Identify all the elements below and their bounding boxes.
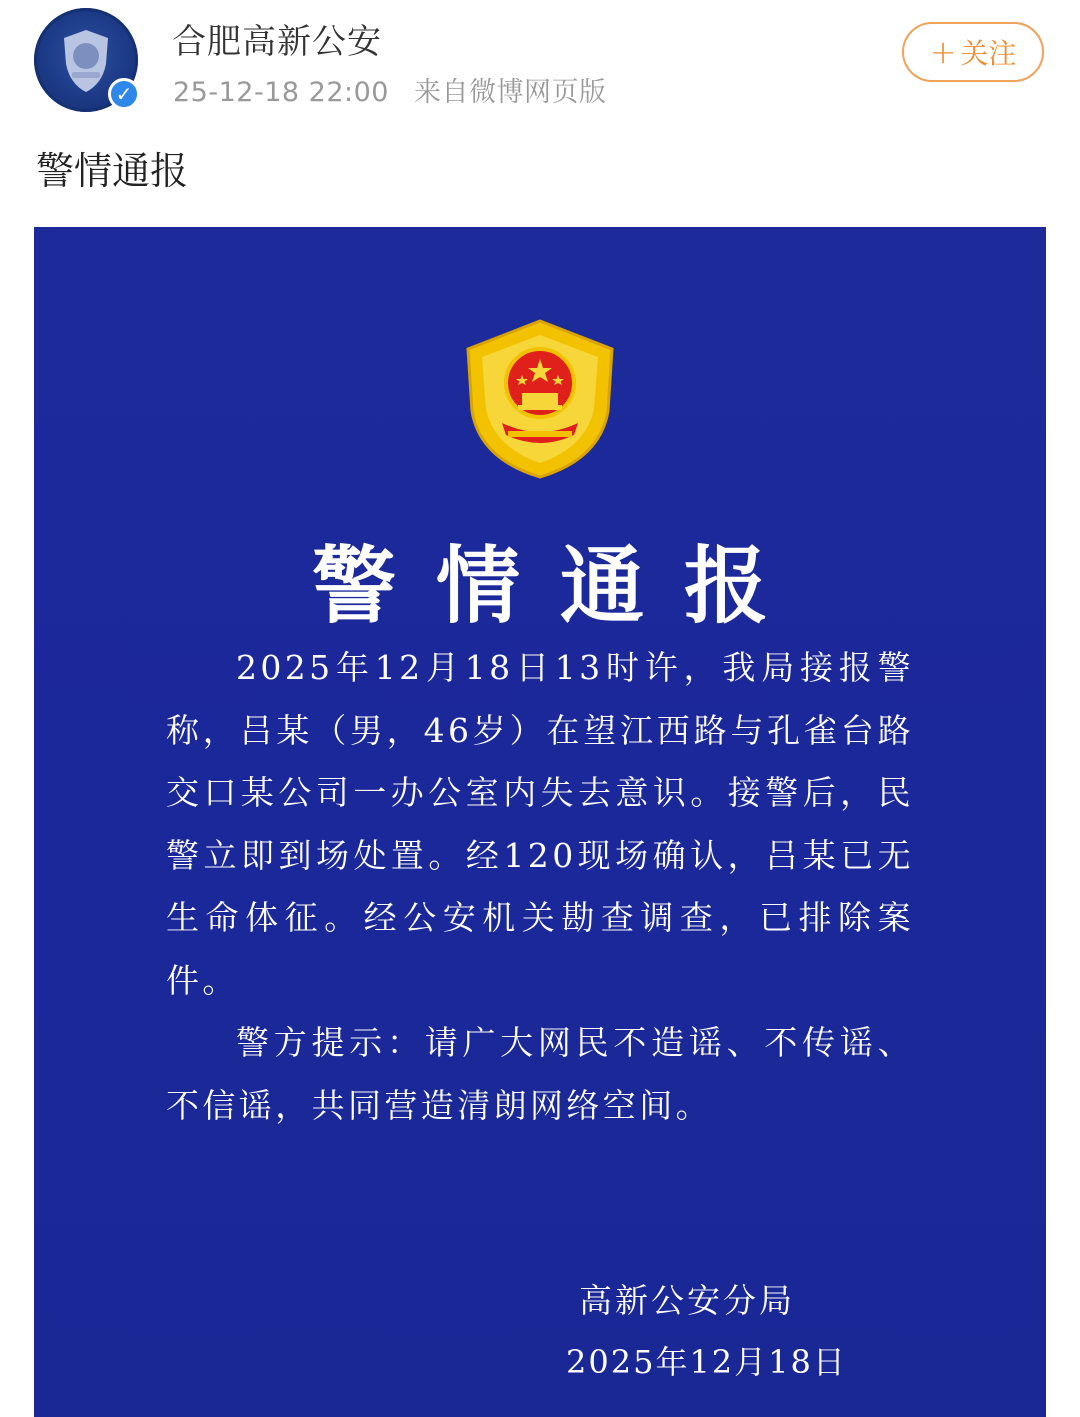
username[interactable]: 合肥高新公安 (172, 22, 382, 62)
post-meta (173, 70, 607, 109)
notice-title: 警情通报 (311, 536, 808, 635)
notice-paragraph: 警方提示：请广大网民不造谣、不传谣、不信谣，共同营造清朗网络空间。 (166, 1023, 914, 1125)
notice-paragraph: 2025年12月18日13时许，我局接报警称，吕某（男，46岁）在望江西路与孔雀台路交口某公司一办公室内失去意识。接警后，民警立即到场处置。经120现场确认，吕某已无生命体征。经公安机关勘查调查，已排除案件。 (166, 648, 914, 1000)
post-source: 来自微博网页版 (414, 77, 607, 108)
signature-org: 高新公安分局 (579, 1281, 795, 1320)
avatar[interactable] (34, 8, 138, 112)
notice-image[interactable] (34, 227, 1046, 1417)
post-text: 警情通报 (36, 149, 189, 193)
verified-icon: ✓ (108, 78, 140, 110)
notice-body (166, 637, 914, 1137)
signature-date: 2025年12月18日 (566, 1343, 847, 1381)
follow-button[interactable] (902, 22, 1044, 82)
plus-icon: + (929, 33, 957, 71)
police-emblem-icon (462, 319, 618, 479)
post-timestamp: 25-12-18 22:00 (173, 77, 389, 108)
follow-label: 关注 (960, 37, 1017, 70)
